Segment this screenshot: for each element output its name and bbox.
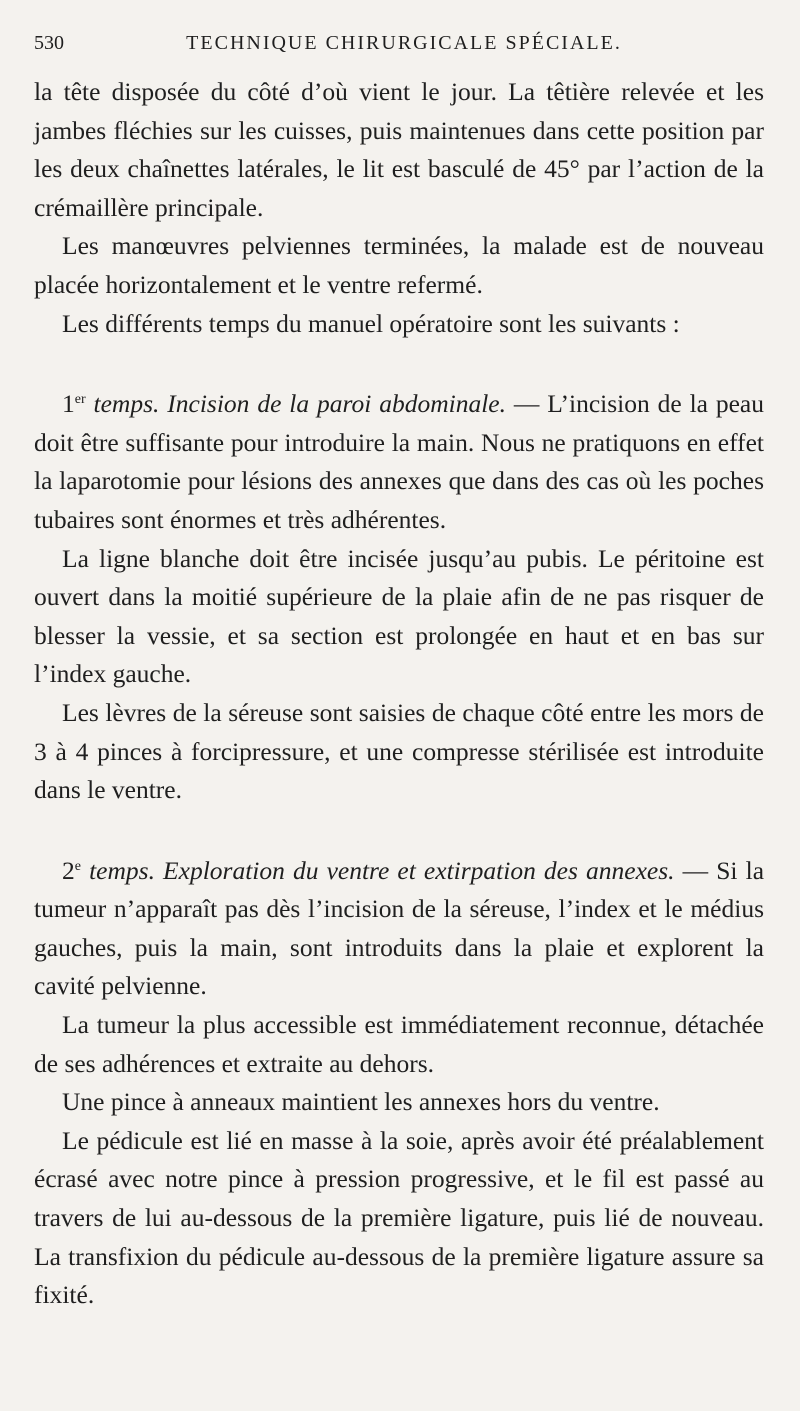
- step-1-number: 1: [62, 389, 75, 419]
- step-1-heading: temps. Incision de la paroi abdominale.: [93, 389, 506, 419]
- step-1-paragraph-1-text: — L’incision de la peau doit être suffisante pour introduire la main. Nous ne pratiquons en effet la laparotomie pour lésions des annexes que dans des cas où les poches tubaires sont énormes et très adhérentes.: [34, 389, 765, 534]
- step-1-superscript: er: [74, 392, 86, 408]
- intro-paragraph-3: Les différents temps du manuel opératoire sont les suivants :: [62, 308, 680, 338]
- step-2-paragraph-1: [34, 848, 764, 1006]
- running-header: [34, 32, 764, 55]
- step-2-superscript: e: [74, 858, 81, 874]
- step-2-heading: temps. Exploration du ventre et extirpation des annexes.: [89, 855, 675, 885]
- running-title: TECHNIQUE CHIRURGICALE SPÉCIALE.: [186, 32, 622, 54]
- page-number: 530: [34, 32, 64, 54]
- step-2-paragraph-1-text: — Si la tumeur n’apparaît pas dès l’incision de la séreuse, l’index et le médius gauches, puis la main, sont introduits dans la plaie et explorent la cavité pelvienne.: [34, 855, 765, 1001]
- step-2-paragraph-2: La tumeur la plus accessible est immédiatement reconnue, détachée de ses adhérences et extraite au dehors.: [34, 1010, 764, 1078]
- intro-section: [34, 73, 764, 343]
- step-2-number: 2: [62, 855, 75, 885]
- step-1-paragraph-3: Les lèvres de la séreuse sont saisies de chaque côté entre les mors de 3 à 4 pinces à forcipressure, et une compresse stérilisée est introduite dans le ventre.: [34, 697, 764, 805]
- intro-paragraph-2: Les manœuvres pelviennes terminées, la malade est de nouveau placée horizontalement et le ventre refermé.: [34, 231, 764, 299]
- step-1-paragraph-1: [34, 381, 764, 539]
- step-1-section: [34, 381, 764, 810]
- step-2-paragraph-4: Le pédicule est lié en masse à la soie, après avoir été préalablement écrasé avec notre pince à pression progressive, et le fil est passé au travers de lui au-dessous de la première ligature, puis lié de nouveau. La transfixion du pédicule au-dessous de la première ligature assure sa fixité.: [34, 1125, 764, 1310]
- step-1-ordinal: [62, 389, 86, 418]
- step-2-ordinal: [62, 856, 81, 885]
- step-2-paragraph-3: Une pince à anneaux maintient les annexes hors du ventre.: [62, 1087, 660, 1117]
- section-spacer: [34, 810, 764, 848]
- step-2-section: [34, 848, 764, 1315]
- step-1-paragraph-2: La ligne blanche doit être incisée jusqu’au pubis. Le péritoine est ouvert dans la moitié supérieure de la plaie afin de ne pas risquer de blesser la vessie, et sa section est prolongée en haut et en bas sur l’index gauche.: [34, 543, 764, 689]
- intro-paragraph-1: la tête disposée du côté d’où vient le jour. La têtière relevée et les jambes fléchies sur les cuisses, puis maintenues dans cette position par les deux chaînettes latérales, le lit est basculé de 45° par l’action de la crémaillère principale.: [34, 77, 764, 222]
- section-spacer: [34, 343, 764, 381]
